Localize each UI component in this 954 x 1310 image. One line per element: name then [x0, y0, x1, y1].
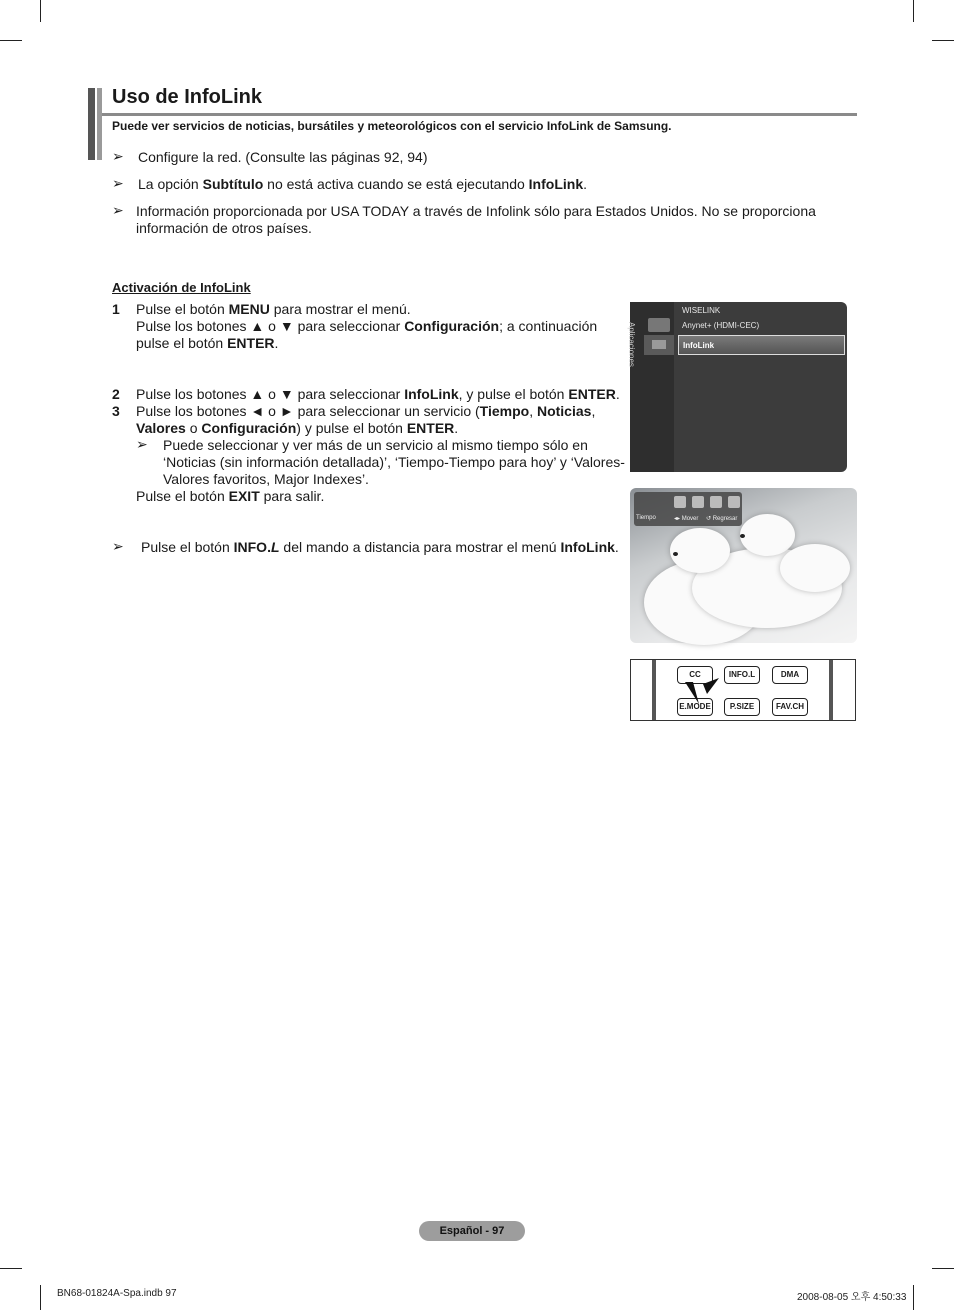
- toolbar-move-hint: ◂▸ Mover: [674, 516, 699, 522]
- remote-control-detail: [630, 659, 856, 721]
- menu-side-label: Aplicaciones: [627, 322, 636, 367]
- crop-mark: [932, 40, 954, 41]
- bear-image: [670, 528, 730, 573]
- fav-ch-button[interactable]: FAV.CH: [772, 698, 808, 716]
- crop-mark: [913, 0, 914, 22]
- satellite-icon: [648, 318, 670, 332]
- dma-button[interactable]: DMA: [772, 666, 808, 684]
- arrow-icon: ➢: [112, 148, 124, 164]
- menu-item-anynet[interactable]: Anynet+ (HDMI-CEC): [682, 321, 760, 330]
- news-icon[interactable]: [710, 496, 722, 508]
- applications-icon: [644, 335, 674, 355]
- crop-mark: [40, 1285, 41, 1310]
- toolbar-back-hint: ↺ Regresar: [706, 516, 738, 522]
- e-mode-button[interactable]: E.MODE: [677, 698, 713, 716]
- weather-icon[interactable]: [674, 496, 686, 508]
- infolink-toolbar: [634, 492, 742, 526]
- pointer-arrow-icon: [677, 670, 727, 710]
- bear-nose: [740, 534, 745, 538]
- title-rule: [102, 113, 857, 116]
- section-heading: Activación de InfoLink: [112, 280, 251, 295]
- cc-button[interactable]: CC: [677, 666, 713, 684]
- print-timestamp: 2008-08-05 오후 4:50:33: [797, 1292, 907, 1303]
- menu-item-infolink[interactable]: InfoLink: [678, 335, 845, 355]
- info-l-button[interactable]: INFO.L: [724, 666, 760, 684]
- crop-mark: [0, 1268, 22, 1269]
- arrow-icon: ➢: [112, 175, 124, 191]
- page-number: Español - 97: [419, 1221, 525, 1241]
- crop-mark: [913, 1285, 914, 1310]
- menu-item-wiselink[interactable]: WISELINK: [682, 306, 721, 315]
- globe-icon[interactable]: [692, 496, 704, 508]
- crop-mark: [0, 40, 22, 41]
- infolink-screen: [630, 488, 857, 643]
- arrow-icon: ➢: [112, 538, 124, 554]
- crop-mark: [40, 0, 41, 22]
- bear-image: [780, 544, 850, 592]
- bear-image: [740, 514, 795, 556]
- print-file-info: BN68-01824A-Spa.indb 97: [57, 1288, 177, 1299]
- page-title: Uso de InfoLink: [112, 86, 262, 108]
- arrow-icon: ➢: [136, 436, 148, 452]
- arrow-icon: ➢: [112, 202, 124, 218]
- page-subtitle: Puede ver servicios de noticias, bursátiles y meteorológicos con el servicio InfoLink de Samsung.: [112, 119, 672, 133]
- toolbar-service-label: Tiempo: [636, 515, 656, 521]
- bear-nose: [673, 552, 678, 556]
- crop-mark: [932, 1268, 954, 1269]
- settings-icon[interactable]: [728, 496, 740, 508]
- tv-menu-screen: [627, 302, 847, 472]
- p-size-button[interactable]: P.SIZE: [724, 698, 760, 716]
